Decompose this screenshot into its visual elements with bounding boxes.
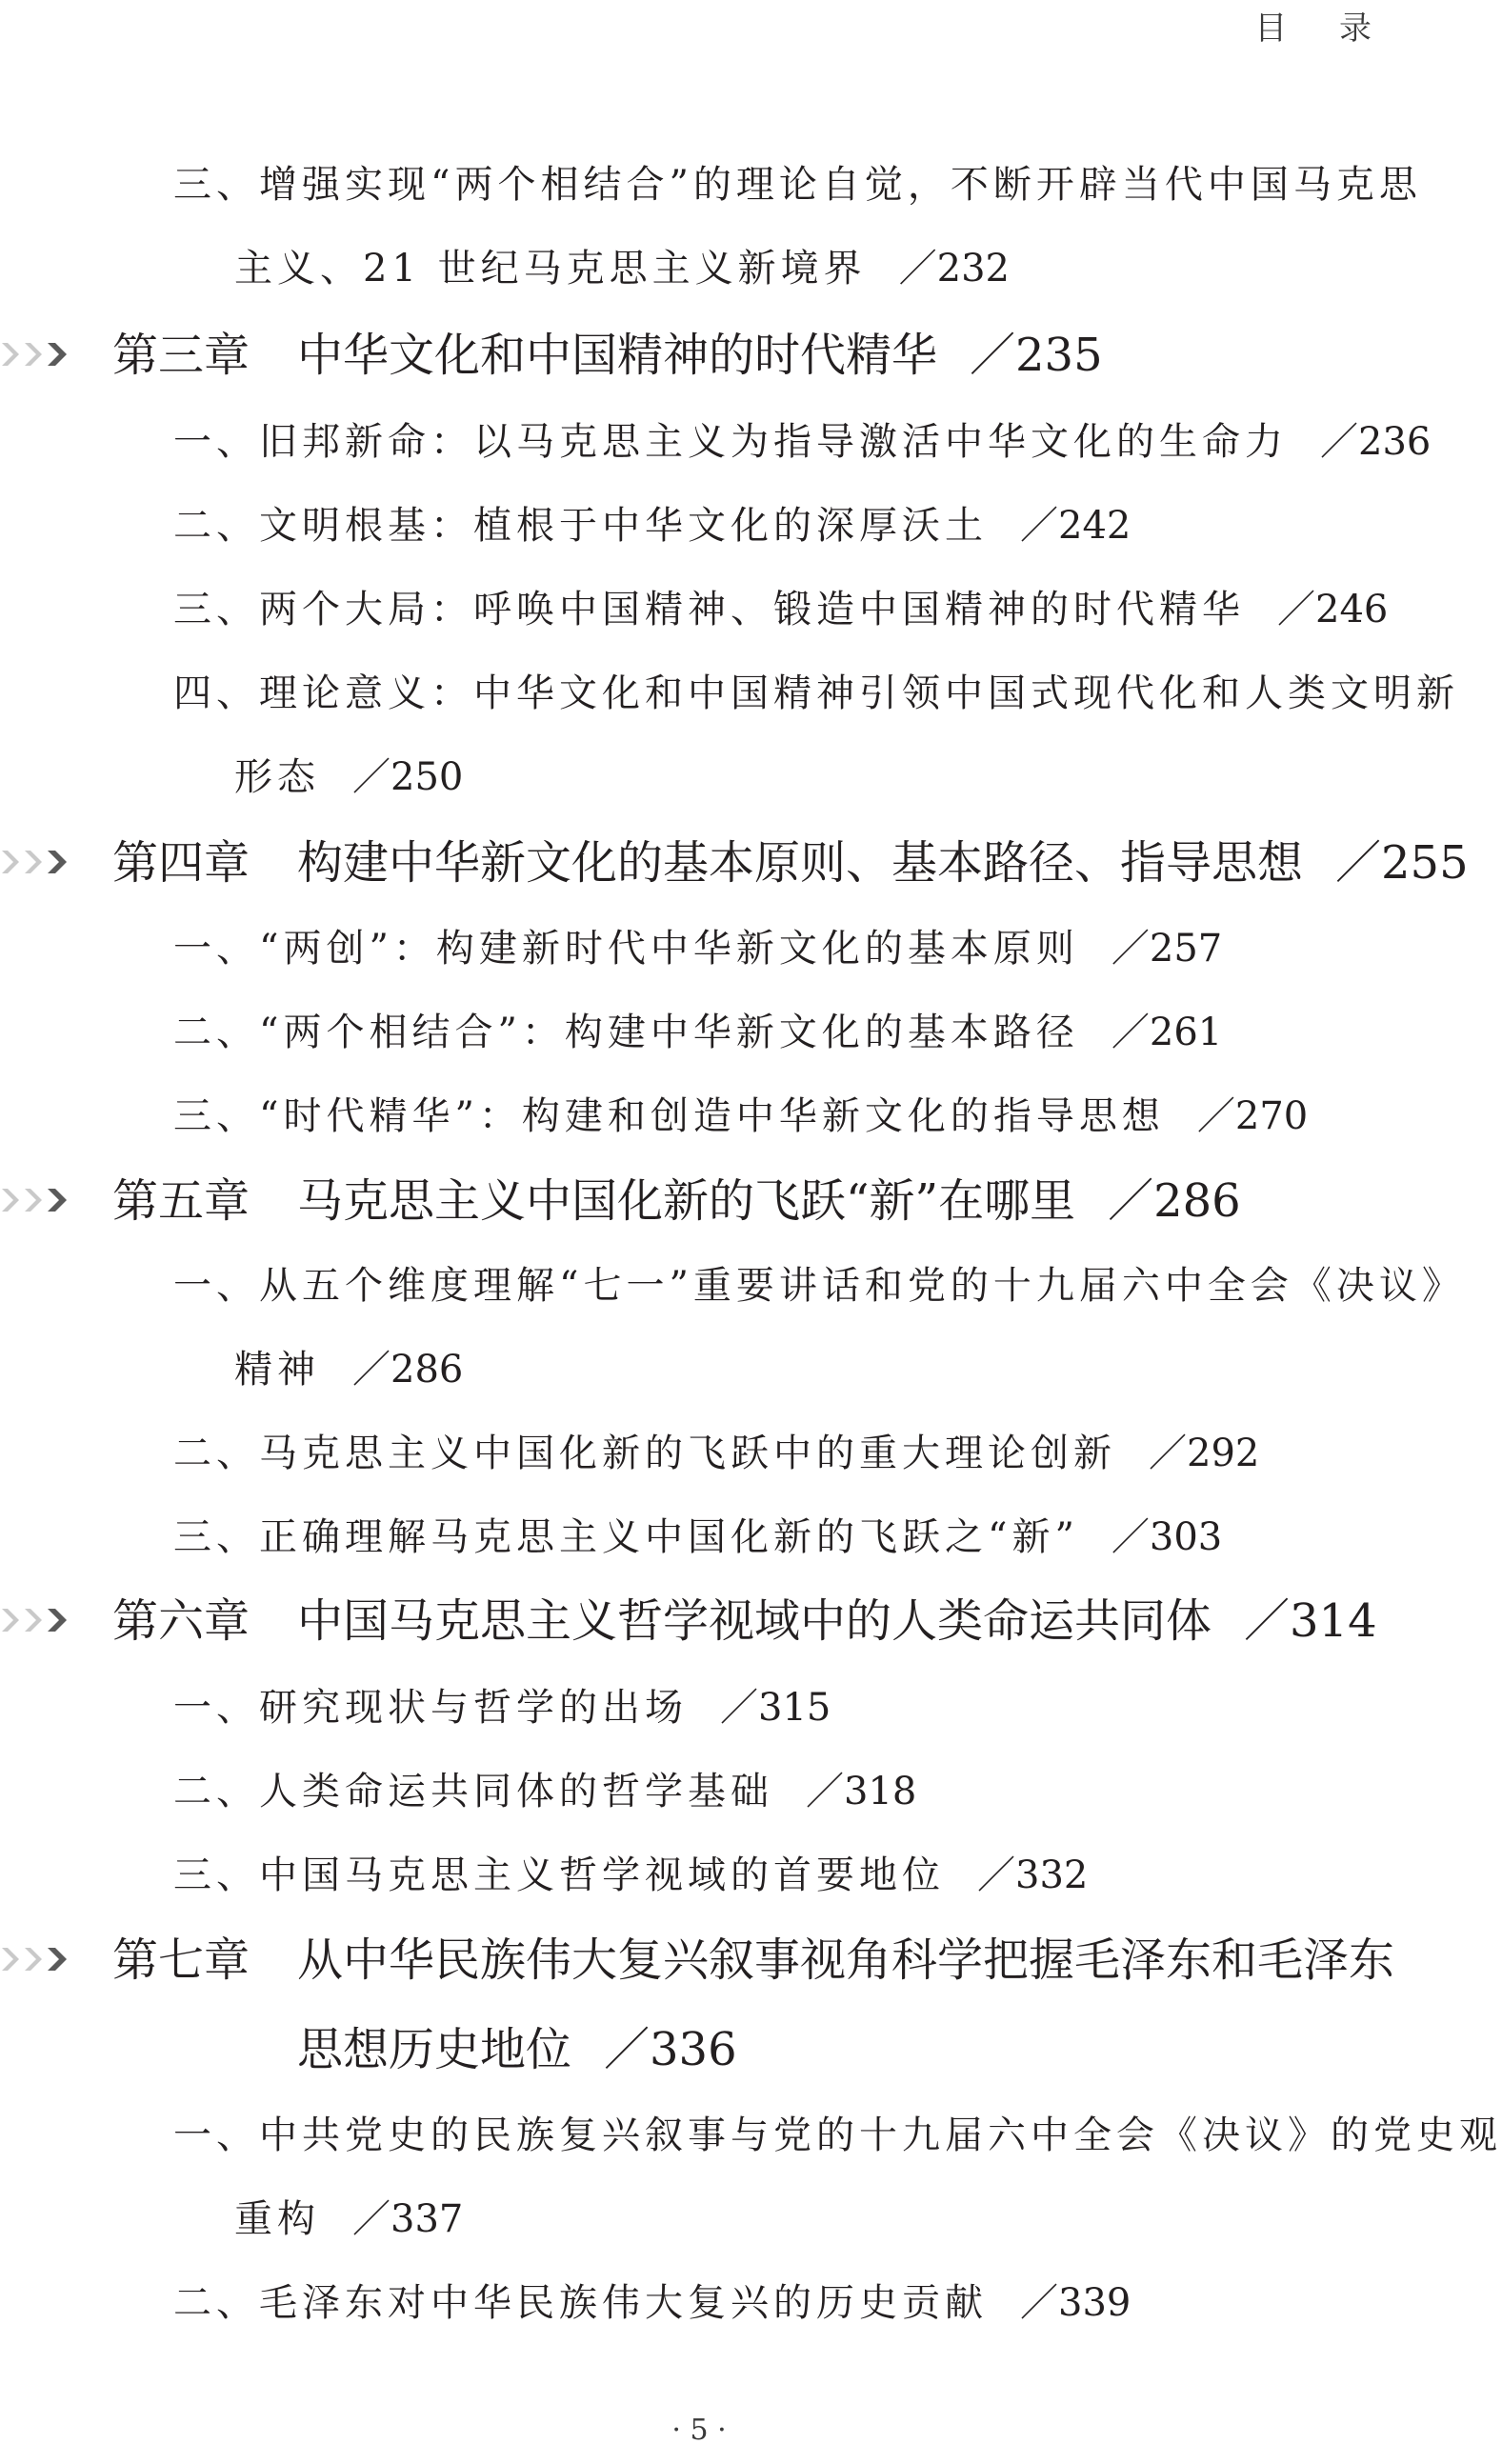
chapter-number: 第七章 (112, 1933, 250, 1987)
toc-entry-text: 二、“两个相结合”：构建中华新文化的基本路径 (173, 1011, 1079, 1054)
toc-page-ref: ／242 (1020, 504, 1132, 548)
chapter-arrows-icon (0, 338, 72, 371)
toc-page-ref: ／303 (1111, 1515, 1223, 1559)
chapter-title: 中国马克思主义哲学视域中的人类命运共同体 (297, 1594, 1212, 1648)
toc-entry-continuation: 重构 (234, 2197, 320, 2241)
chapter-title: 从中华民族伟大复兴叙事视角科学把握毛泽东和毛泽东 (297, 1933, 1395, 1987)
chapter-number: 第三章 (112, 329, 250, 382)
toc-page-ref: ／292 (1149, 1432, 1260, 1475)
toc-entry-text: 三、两个大局：呼唤中国精神、锻造中国精神的时代精华 (173, 588, 1245, 631)
toc-page-ref: ／339 (1020, 2281, 1132, 2325)
toc-page-ref: ／257 (1111, 927, 1223, 971)
toc-page-ref: ／336 (604, 2023, 737, 2076)
chapter-arrows-icon (0, 1604, 72, 1636)
page-number: · 5 · (671, 2414, 727, 2447)
toc-entry-text: 二、人类命运共同体的哲学基础 (173, 1770, 773, 1813)
toc-entry-text: 一、“两创”：构建新时代中华新文化的基本原则 (173, 927, 1079, 971)
toc-entry-text: 一、从五个维度理解“七一”重要讲话和党的十九届六中全会《决议》 (173, 1264, 1465, 1308)
toc-page-ref: ／286 (352, 1348, 464, 1392)
running-header: 目 录 (1254, 10, 1392, 48)
toc-page-ref: ／315 (720, 1686, 831, 1730)
toc-page-ref: ／337 (352, 2197, 464, 2241)
toc-page-ref: ／314 (1244, 1594, 1377, 1648)
chapter-arrows-icon (0, 1943, 72, 1975)
chapter-title: 中华文化和中国精神的时代精华 (297, 329, 938, 382)
toc-page-ref: ／232 (898, 247, 1010, 290)
toc-page-ref: ／332 (977, 1853, 1089, 1897)
toc-entry-text: 一、中共党史的民族复兴叙事与党的十九届六中全会《决议》的党史观 (173, 2113, 1502, 2157)
toc-entry-text: 三、正确理解马克思主义中国化新的飞跃之“新” (173, 1515, 1079, 1559)
toc-entry-text: 二、马克思主义中国化新的飞跃中的重大理论创新 (173, 1432, 1116, 1475)
toc-entry-continuation: 主义、21 世纪马克思主义新境界 (234, 247, 867, 290)
toc-entry-text: 二、文明根基：植根于中华文化的深厚沃土 (173, 504, 988, 548)
toc-entry-continuation: 形态 (234, 755, 320, 799)
toc-entry-text: 一、研究现状与哲学的出场 (173, 1686, 688, 1730)
toc-page-ref: ／270 (1196, 1094, 1309, 1138)
toc-page-ref: ／250 (352, 755, 464, 799)
toc-page-ref: ／246 (1277, 588, 1389, 631)
toc-entry-text: 三、“时代精华”：构建和创造中华新文化的指导思想 (173, 1094, 1165, 1138)
toc-page-ref: ／235 (970, 329, 1103, 382)
toc-entry-continuation: 精神 (234, 1348, 320, 1392)
toc-entry-text: 三、中国马克思主义哲学视域的首要地位 (173, 1853, 945, 1897)
toc-page-ref: ／318 (806, 1770, 917, 1813)
chapter-title-continuation: 思想历史地位 (297, 2023, 572, 2076)
toc-page-ref: ／286 (1108, 1174, 1241, 1228)
toc-entry-text: 一、旧邦新命：以马克思主义为指导激活中华文化的生命力 (173, 420, 1288, 464)
toc-page-ref: ／255 (1335, 836, 1469, 890)
toc-entry-text: 三、增强实现“两个相结合”的理论自觉，不断开辟当代中国马克思 (173, 163, 1422, 207)
chapter-number: 第六章 (112, 1594, 250, 1648)
chapter-arrows-icon (0, 846, 72, 878)
chapter-number: 第四章 (112, 836, 250, 890)
toc-entry-text: 四、理论意义：中华文化和中国精神引领中国式现代化和人类文明新 (173, 671, 1459, 715)
toc-page-ref: ／236 (1320, 420, 1432, 464)
chapter-title: 构建中华新文化的基本原则、基本路径、指导思想 (297, 836, 1304, 890)
toc-page-ref: ／261 (1111, 1011, 1223, 1054)
toc-entry-text: 二、毛泽东对中华民族伟大复兴的历史贡献 (173, 2281, 988, 2325)
chapter-arrows-icon (0, 1184, 72, 1216)
chapter-title: 马克思主义中国化新的飞跃“新”在哪里 (297, 1174, 1076, 1228)
chapter-number: 第五章 (112, 1174, 250, 1228)
